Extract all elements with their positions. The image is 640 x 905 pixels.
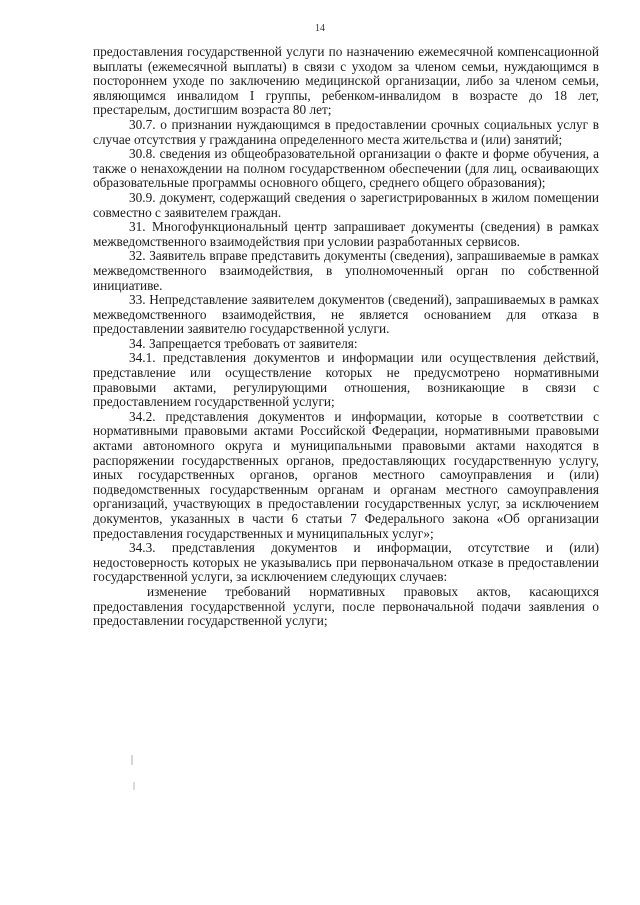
- document-body: [93, 45, 599, 629]
- paragraph-30-7: 30.7. о признании нуждающимся в предоставлении срочных социальных услуг в случае отсутствия у гражданина определенного места жительства и (или) занятий;: [93, 116, 599, 147]
- paragraph-33: 33. Непредставление заявителем документов (сведений), запрашиваемых в рамках межведомственного взаимодействия, не является основанием для отказа в предоставлении заявителю государственной услуги.: [93, 292, 599, 337]
- paragraph-30-9: 30.9. документ, содержащий сведения о зарегистрированных в жилом помещении совместно с заявителем граждан.: [93, 189, 599, 220]
- paragraph-30-8: 30.8. сведения из общеобразовательной организации о факте и форме обучения, а также о ненахождении на полном государственном обеспечении (для лиц, осваивающих образовательные программы основного общего, среднего общего образования);: [93, 146, 599, 191]
- paragraph-exception-1: изменение требований нормативных правовых актов, касающихся предоставления государственной услуги, после первоначальной подачи заявления о предоставлении государственной услуги;: [93, 583, 599, 629]
- paragraph-34-3: 34.3. представления документов и информации, отсутствие и (или) недостоверность которых не указывались при первоначальном отказе в предоставлении государственной услуги, за исключением следующих случаев:: [93, 540, 599, 585]
- paragraph-31: 31. Многофункциональный центр запрашивает документы (сведения) в рамках межведомственного взаимодействия при условии разработанных сервисов.: [93, 219, 599, 249]
- paragraph-32: 32. Заявитель вправе представить документы (сведения), запрашиваемые в рамках межведомственного взаимодействия, в уполномоченный орган по собственной инициативе.: [93, 248, 599, 293]
- page-number: 14: [315, 23, 325, 34]
- paragraph-continuation: предоставления государственной услуги по назначению ежемесячной компенсационной выплаты (ежемесячной выплаты) в связи с уходом за членом семьи, нуждающимся в постороннем уходе по заключению медицинской организации, либо за членом семьи, являющимся инвалидом I группы, ребенком-инвалидом в возрасте до 18 лет, престарелым, достигшим возраста 80 лет;: [93, 44, 599, 118]
- paragraph-34-1: 34.1. представления документов и информации или осуществления действий, представление или осуществление которых не предусмотрено нормативными правовыми актами, регулирующими отношения, возникающие в связи с предоставлением государственной услуги;: [93, 350, 599, 410]
- paragraph-34-2: 34.2. представления документов и информации, которые в соответствии с нормативными правовыми актами Российской Федерации, нормативными правовыми актами автономного округа и муниципальными правовыми актами находятся в распоряжении государственных органов, предоставляющих государственную услугу, иных государственных органов, органов местного самоуправления и (или) подведомственных государственным органам и органам местного самоуправления организаций, участвующих в предоставлении государственных услуг, за исключением документов, указанных в части 6 статьи 7 Федерального закона «Об организации предоставления государственных и муниципальных услуг»;: [93, 408, 599, 541]
- paragraph-34: 34. Запрещается требовать от заявителя:: [129, 335, 358, 351]
